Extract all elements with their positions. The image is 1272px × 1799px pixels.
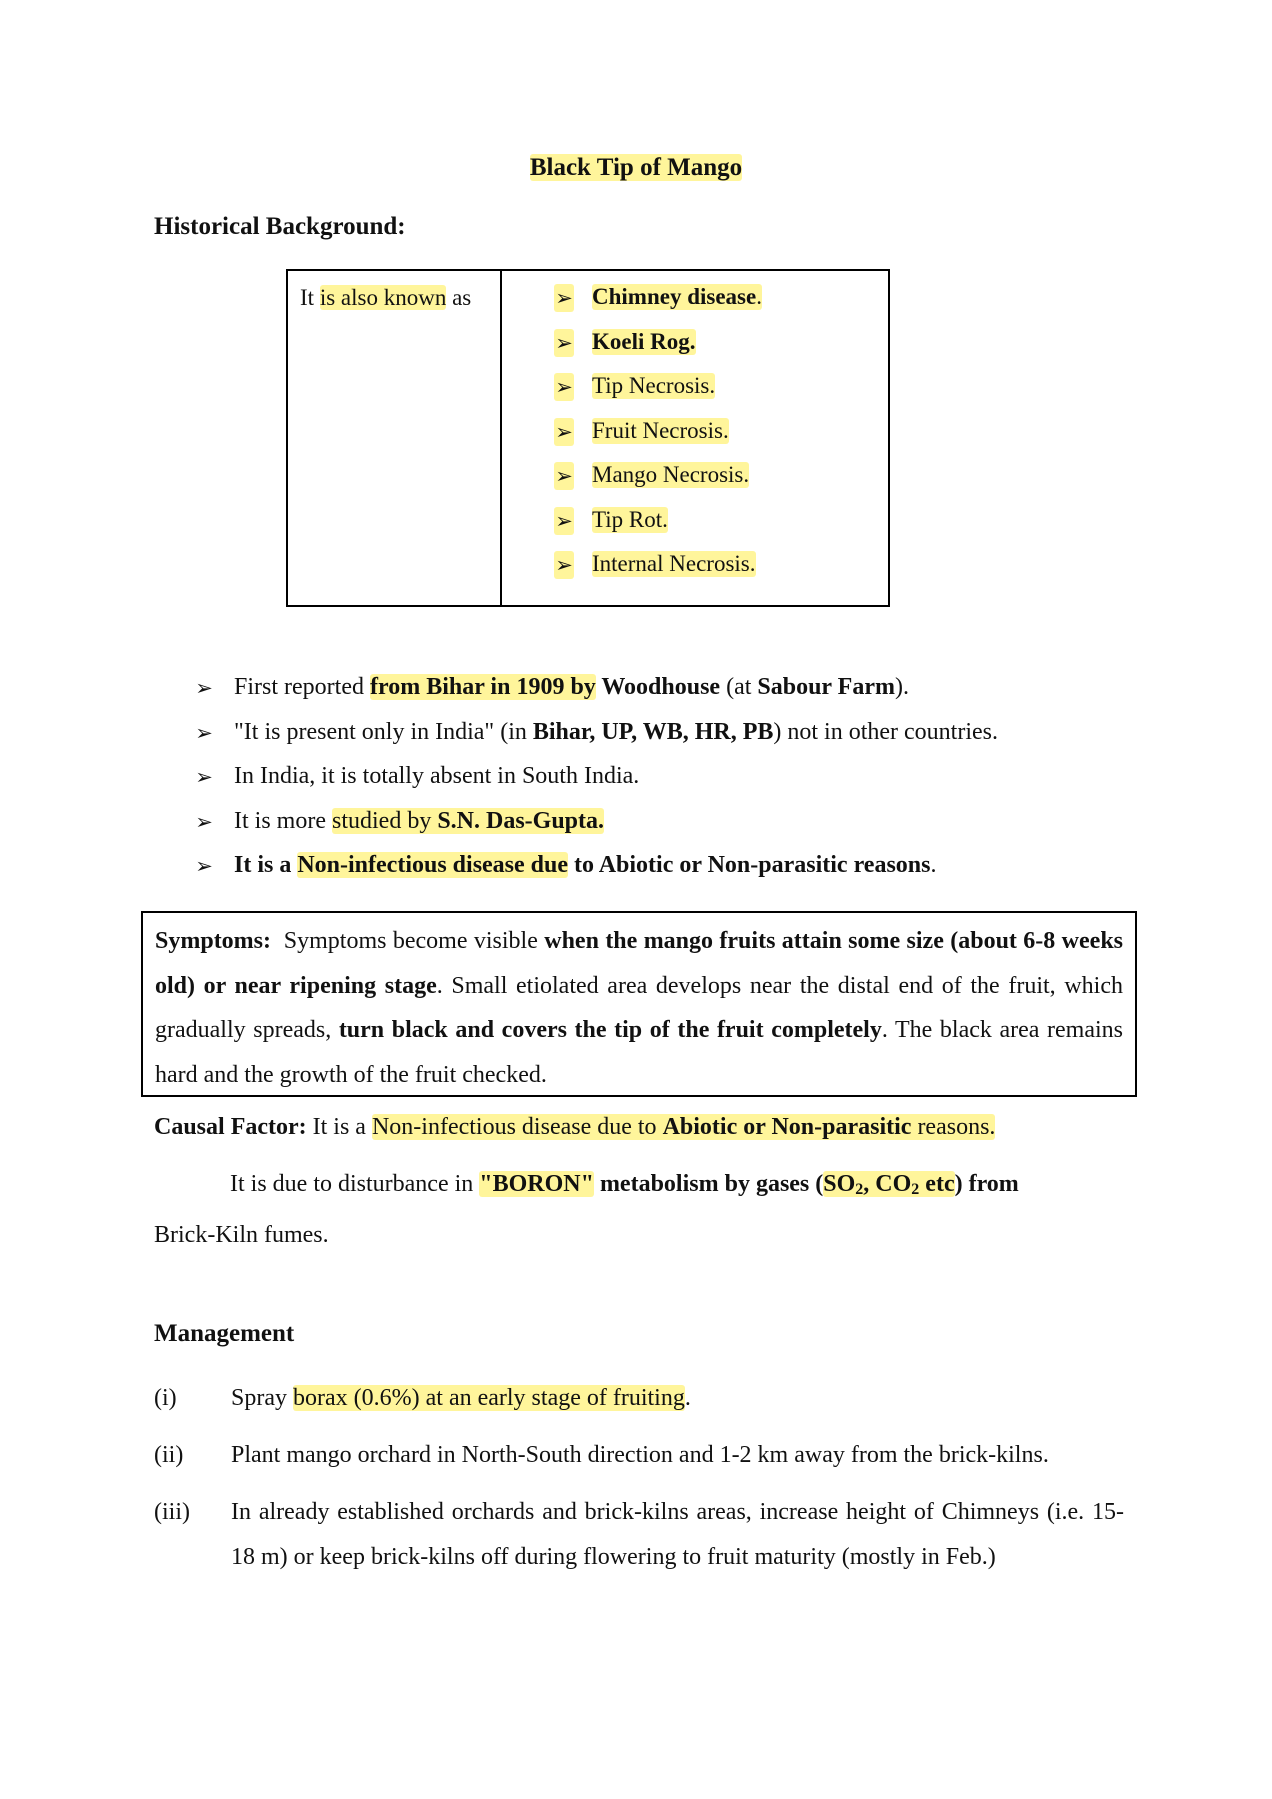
arrowhead-bullet-icon: ➢ xyxy=(195,720,213,745)
page-title: Black Tip of Mango xyxy=(529,154,743,181)
historical-background-heading: Historical Background: xyxy=(154,213,406,240)
fact-item: ➢ In India, it is totally absent in South India. xyxy=(195,763,640,789)
synonym-item: ➢ Mango Necrosis. xyxy=(555,462,750,488)
management-item: (i) Spray borax (0.6%) at an early stage of fruiting. xyxy=(154,1385,691,1411)
symptoms-box: Symptoms: Symptoms become visible when the mango fruits attain some size (about 6-8 weeks old) or near ripening stage. Small etiolated area develops near the distal end of the fruit, which gradually spreads, turn black and covers the tip of the fruit completely. The black area remains hard and the growth of the fruit checked. xyxy=(141,911,1137,1097)
fact-item: ➢ It is a Non-infectious disease due to Abiotic or Non-parasitic reasons. xyxy=(195,852,937,878)
management-heading: Management xyxy=(154,1320,295,1347)
arrowhead-bullet-icon: ➢ xyxy=(195,854,213,878)
synonym-item: ➢ Internal Necrosis. xyxy=(555,551,756,577)
historical-facts-list xyxy=(194,674,1154,897)
fact-item: ➢ "It is present only in India" (in Bihar, UP, WB, HR, PB) not in other countries. xyxy=(195,718,999,745)
arrowhead-bullet-icon: ➢ xyxy=(555,464,573,488)
synonym-item: ➢ Chimney disease. xyxy=(555,284,762,310)
arrowhead-bullet-icon: ➢ xyxy=(195,765,213,789)
also-known-as-table xyxy=(286,269,890,607)
causal-factor-label: Causal Factor: xyxy=(154,1114,307,1140)
synonym-item: ➢ Tip Rot. xyxy=(555,506,668,533)
arrowhead-bullet-icon: ➢ xyxy=(555,553,573,577)
arrowhead-bullet-icon: ➢ xyxy=(555,508,573,533)
management-item: (ii) Plant mango orchard in North-South direction and 1-2 km away from the brick-kilns. xyxy=(154,1442,1049,1468)
also-known-as-label: It is also known as xyxy=(288,271,502,605)
fact-item: ➢ First reported from Bihar in 1909 by Woodhouse (at Sabour Farm). xyxy=(195,674,909,700)
synonym-item: ➢ Fruit Necrosis. xyxy=(555,417,729,444)
arrowhead-bullet-icon: ➢ xyxy=(555,330,573,355)
arrowhead-bullet-icon: ➢ xyxy=(555,419,573,444)
arrowhead-bullet-icon: ➢ xyxy=(195,809,213,834)
arrowhead-bullet-icon: ➢ xyxy=(195,676,213,700)
arrowhead-bullet-icon: ➢ xyxy=(555,286,573,310)
synonym-item: ➢ Koeli Rog. xyxy=(555,328,696,355)
synonym-item: ➢ Tip Necrosis. xyxy=(555,373,716,399)
boron-paragraph: It is due to disturbance in "BORON" metabolism by gases ($SO_2$, $CO_2$ etc) from Brick-Kiln fumes. xyxy=(154,1171,1019,1248)
fact-item: ➢ It is more studied by S.N. Das-Gupta. xyxy=(195,807,605,834)
management-item: (iii) In already established orchards and brick-kilns areas, increase height of Chimneys (i.e. 15-18 m) or keep brick-kilns off during flowering to fruit maturity (mostly in Feb.) xyxy=(154,1499,1124,1570)
arrowhead-bullet-icon: ➢ xyxy=(555,375,573,399)
symptoms-label: Symptoms: xyxy=(155,928,272,954)
causal-factor-paragraph: Causal Factor: It is a Non-infectious disease due to Abiotic or Non-parasitic reasons. xyxy=(154,1114,996,1140)
synonym-list xyxy=(502,271,888,605)
